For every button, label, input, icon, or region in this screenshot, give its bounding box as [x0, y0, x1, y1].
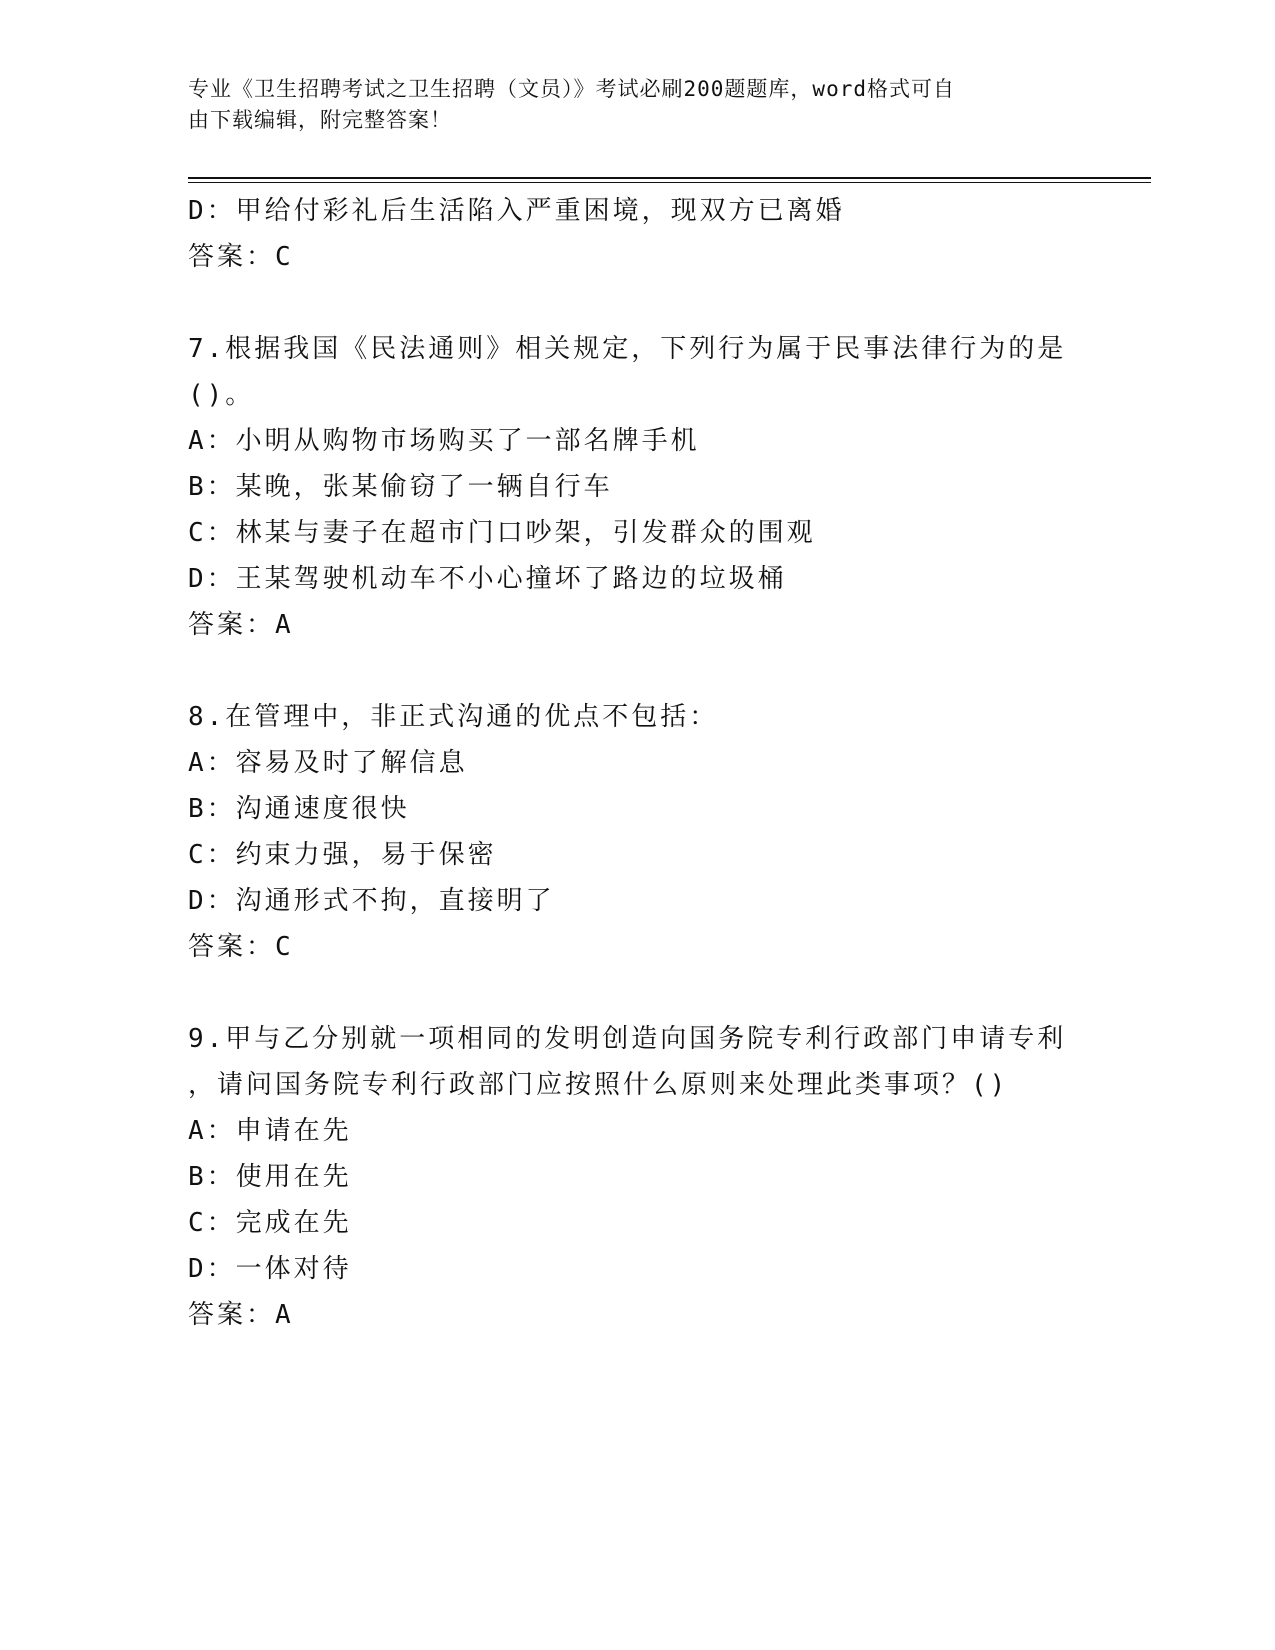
question-9 [188, 1016, 1088, 1338]
answer-line: 答案：C [188, 242, 294, 272]
option-c: C：完成在先 [188, 1208, 352, 1238]
question-text-line-2: ()。 [188, 380, 255, 410]
document-body [188, 188, 1088, 1338]
option-c: C：林某与妻子在超市门口吵架，引发群众的围观 [188, 518, 816, 548]
header-divider-thin [188, 182, 1151, 183]
option-d: D：甲给付彩礼后生活陷入严重困境，现双方已离婚 [188, 196, 845, 226]
question-text-line-1: 7.根据我国《民法通则》相关规定，下列行为属于民事法律行为的是 [188, 334, 1067, 364]
document-header [188, 74, 1068, 136]
question-text-line-1: 8.在管理中，非正式沟通的优点不包括： [188, 702, 719, 732]
option-b: B：沟通速度很快 [188, 794, 410, 824]
header-divider-thick [188, 177, 1151, 179]
question-text-line-1: 9.甲与乙分别就一项相同的发明创造向国务院专利行政部门申请专利 [188, 1024, 1067, 1054]
option-b: B：使用在先 [188, 1162, 352, 1192]
answer-line: 答案：A [188, 1300, 294, 1330]
answer-line: 答案：C [188, 932, 294, 962]
option-d: D：沟通形式不拘，直接明了 [188, 886, 555, 916]
answer-line: 答案：A [188, 610, 294, 640]
question-7 [188, 326, 1088, 648]
option-d: D：一体对待 [188, 1254, 352, 1284]
spacer [188, 280, 1088, 326]
option-a: A：容易及时了解信息 [188, 748, 468, 778]
header-line-2: 由下载编辑，附完整答案！ [188, 108, 452, 132]
option-a: A：申请在先 [188, 1116, 352, 1146]
question-text-line-2: ，请问国务院专利行政部门应按照什么原则来处理此类事项？() [188, 1070, 1009, 1100]
option-b: B：某晚，张某偷窃了一辆自行车 [188, 472, 613, 502]
spacer [188, 970, 1088, 1016]
option-c: C：约束力强，易于保密 [188, 840, 497, 870]
option-d: D：王某驾驶机动车不小心撞坏了路边的垃圾桶 [188, 564, 787, 594]
question-6-tail [188, 188, 1088, 280]
header-line-1: 专业《卫生招聘考试之卫生招聘（文员）》考试必刷200题题库，word格式可自 [188, 77, 955, 101]
question-8 [188, 694, 1088, 970]
spacer [188, 648, 1088, 694]
option-a: A：小明从购物市场购买了一部名牌手机 [188, 426, 700, 456]
